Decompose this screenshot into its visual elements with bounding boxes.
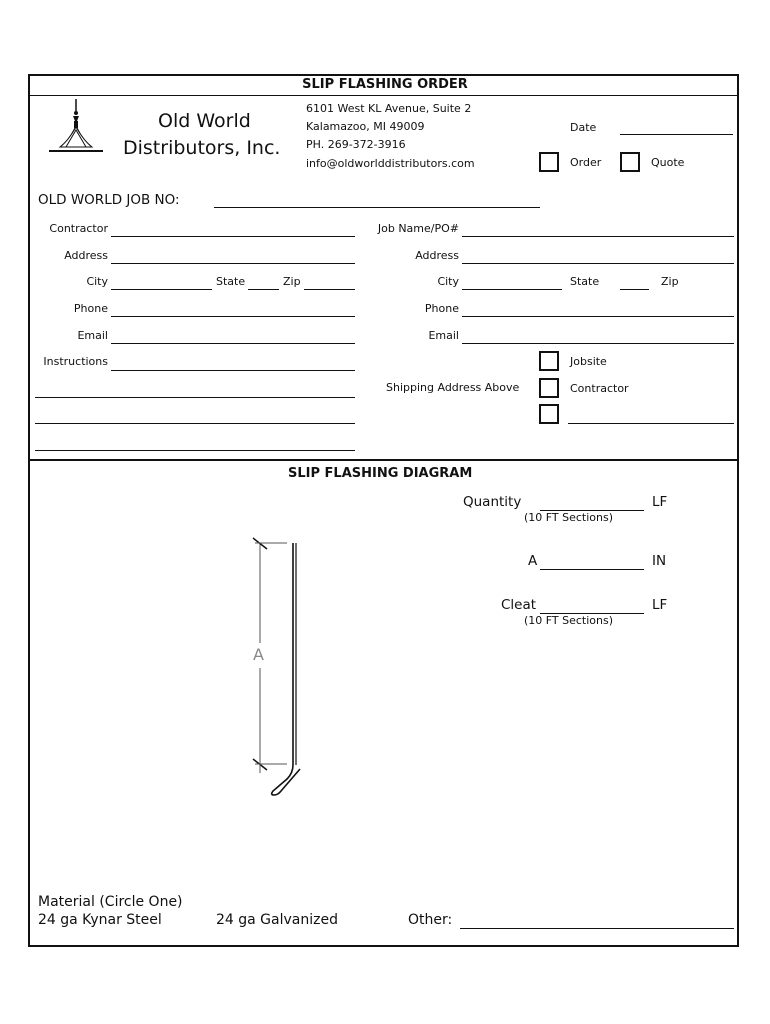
logo-icon [46, 97, 106, 155]
right-address-label: Address [415, 249, 459, 262]
material-option-galvanized[interactable]: 24 ga Galvanized [216, 912, 338, 928]
right-zip-label: Zip [661, 275, 679, 288]
phone-field[interactable] [111, 316, 355, 317]
company-name-line2: Distributors, Inc. [123, 137, 281, 159]
a-label: A [528, 553, 538, 569]
sections-note: (10 FT Sections) [524, 511, 614, 524]
divider [29, 95, 738, 96]
other-shipping-field[interactable] [568, 423, 734, 424]
right-phone-field[interactable] [462, 316, 734, 317]
date-label: Date [570, 121, 597, 134]
job-name-field[interactable] [462, 236, 734, 237]
cleat-label: Cleat [501, 597, 537, 613]
city-field[interactable] [111, 289, 212, 290]
diagram-title: SLIP FLASHING DIAGRAM [288, 466, 473, 481]
company-name-line1: Old World [158, 110, 251, 132]
material-other-label: Other: [408, 912, 453, 928]
email-label: Email [77, 329, 108, 342]
email-field[interactable] [111, 343, 355, 344]
date-field[interactable] [620, 134, 733, 135]
company-address2: Kalamazoo, MI 49009 [306, 120, 425, 133]
lf-label: LF [652, 597, 668, 613]
right-address-field[interactable] [462, 263, 734, 264]
dimension-label: A [253, 645, 264, 664]
lf-label: LF [652, 494, 668, 510]
flashing-diagram [245, 533, 335, 798]
company-phone: PH. 269-372-3916 [306, 138, 406, 151]
contractor-label: Contractor [49, 222, 108, 235]
instructions-line[interactable] [35, 450, 355, 451]
section-divider [29, 459, 738, 461]
city-label: City [86, 275, 108, 288]
company-email: info@oldworlddistributors.com [306, 157, 475, 170]
right-city-label: City [437, 275, 459, 288]
jobsite-checkbox[interactable] [539, 351, 559, 371]
material-option-kynar[interactable]: 24 ga Kynar Steel [38, 912, 162, 928]
quote-label: Quote [651, 156, 685, 169]
shipping-label: Shipping Address Above [386, 381, 520, 394]
order-checkbox[interactable] [539, 152, 559, 172]
company-address1: 6101 West KL Avenue, Suite 2 [306, 102, 472, 115]
instructions-line[interactable] [35, 397, 355, 398]
instructions-label: Instructions [43, 355, 108, 368]
order-label: Order [570, 156, 602, 169]
contractor-field[interactable] [111, 236, 355, 237]
other-shipping-checkbox[interactable] [539, 404, 559, 424]
job-name-label: Job Name/PO# [377, 222, 459, 235]
zip-field[interactable] [304, 289, 355, 290]
right-state-field[interactable] [620, 289, 649, 290]
contractor-checkbox[interactable] [539, 378, 559, 398]
material-other-field[interactable] [460, 928, 734, 929]
address-field[interactable] [111, 263, 355, 264]
state-field[interactable] [248, 289, 279, 290]
phone-label: Phone [73, 302, 108, 315]
job-no-label: OLD WORLD JOB NO: [38, 192, 180, 208]
quote-checkbox[interactable] [620, 152, 640, 172]
zip-label: Zip [283, 275, 301, 288]
form-title: SLIP FLASHING ORDER [302, 77, 468, 92]
right-city-field[interactable] [462, 289, 562, 290]
right-email-field[interactable] [462, 343, 734, 344]
quantity-label: Quantity [463, 494, 522, 510]
address-label: Address [64, 249, 108, 262]
jobsite-label: Jobsite [570, 355, 607, 368]
job-no-field[interactable] [214, 207, 540, 208]
state-label: State [216, 275, 246, 288]
right-email-label: Email [428, 329, 459, 342]
sections-note: (10 FT Sections) [524, 614, 614, 627]
shipping-contractor-label: Contractor [570, 382, 629, 395]
material-heading: Material (Circle One) [38, 894, 183, 910]
instructions-field[interactable] [111, 370, 355, 371]
a-field[interactable] [540, 569, 644, 570]
right-state-label: State [570, 275, 600, 288]
right-phone-label: Phone [424, 302, 459, 315]
in-label: IN [652, 553, 667, 569]
instructions-line[interactable] [35, 423, 355, 424]
